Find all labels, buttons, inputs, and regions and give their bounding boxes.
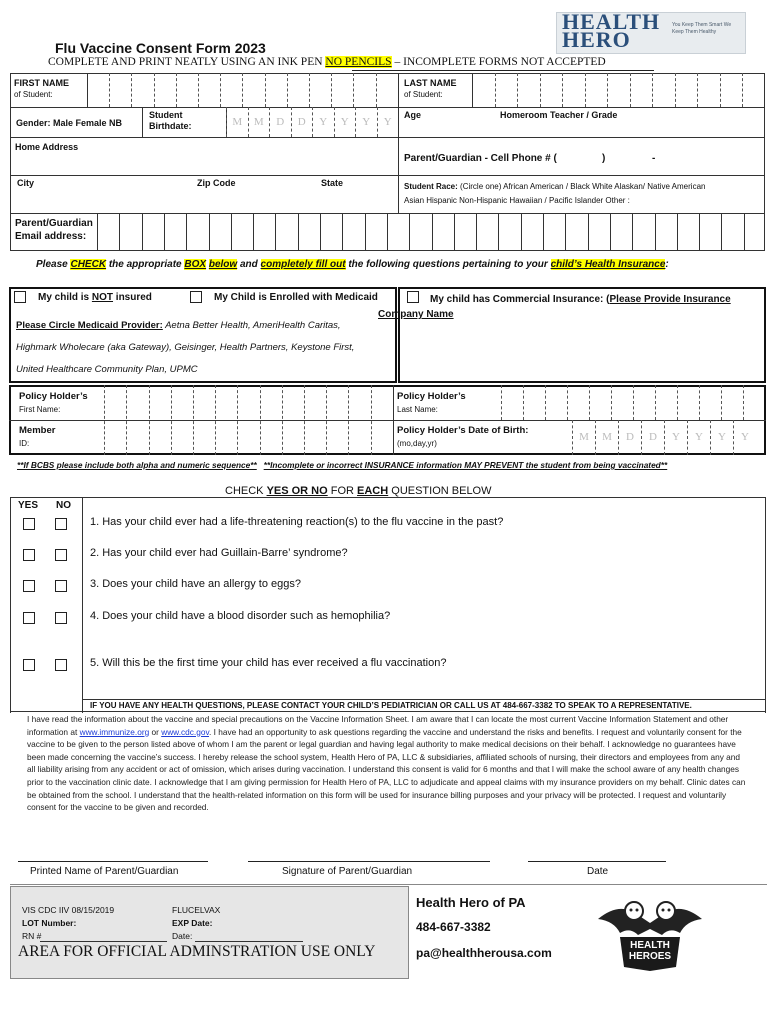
letter-cell-divider [142, 213, 143, 251]
date-digit-cell[interactable]: Y [687, 420, 710, 455]
contact-note: IF YOU HAVE ANY HEALTH QUESTIONS, PLEASE CONTACT YOUR CHILD’S PEDIATRICIAN OR CALL US AT 484-667-3382 TO SPEAK TO A REPRESENTATIVE. [90, 701, 692, 710]
letter-cell-divider [326, 385, 327, 455]
letter-cell-divider [154, 73, 155, 107]
letter-cell-divider [610, 213, 611, 251]
divider [87, 73, 88, 107]
date-digit-cell[interactable]: D [641, 420, 664, 455]
footer-date-label: Date: [172, 931, 193, 941]
consent-top-rule [10, 711, 765, 712]
subtitle-pre: COMPLETE AND PRINT NEATLY USING AN INK PEN [48, 56, 326, 68]
no-checkbox[interactable] [55, 580, 67, 592]
letter-cell-divider [501, 385, 502, 420]
printed-name-line[interactable] [18, 861, 208, 862]
questions-heading: CHECK YES OR NO FOR EACH QUESTION BELOW [225, 485, 492, 497]
org-email: pa@healthherousa.com [416, 946, 552, 960]
letter-cell-divider [495, 73, 496, 107]
letter-cell-divider [744, 213, 745, 251]
letter-cell-divider [699, 213, 700, 251]
letter-cell-divider [677, 213, 678, 251]
letter-cell-divider [186, 213, 187, 251]
official-use-box [10, 886, 409, 979]
logo-wordmark: HEALTH HERO [562, 9, 661, 52]
no-checkbox[interactable] [55, 549, 67, 561]
birthdate-label: Student Birthdate: [149, 110, 192, 131]
org-name: Health Hero of PA [416, 895, 526, 910]
letter-cell-divider [287, 73, 288, 107]
divider [142, 107, 143, 137]
subtitle-no-pencils: NO PENCILS [325, 56, 392, 68]
letter-cell-divider [260, 385, 261, 455]
letter-cell-divider [131, 73, 132, 107]
letter-cell-divider [387, 213, 388, 251]
footer-rule [10, 884, 767, 885]
homeroom-label: Homeroom Teacher / Grade [500, 110, 618, 120]
divider [393, 385, 394, 455]
contact-rule [82, 699, 765, 700]
footer-date-line[interactable] [195, 941, 303, 942]
date-digit-cell[interactable]: Y [312, 107, 334, 137]
letter-cell-divider [589, 385, 590, 420]
not-insured-checkbox[interactable] [14, 291, 26, 303]
questions-col-rule [82, 497, 83, 713]
letter-cell-divider [109, 73, 110, 107]
last-name-label: LAST NAME of Student: [404, 78, 457, 99]
letter-cell-divider [697, 73, 698, 107]
letter-cell-divider [331, 73, 332, 107]
letter-cell-divider [652, 73, 653, 107]
divider [97, 213, 98, 251]
date-line[interactable] [528, 861, 666, 862]
medicaid-checkbox[interactable] [190, 291, 202, 303]
health-heroes-logo [590, 893, 710, 973]
letter-cell-divider [198, 73, 199, 107]
question-text: 2. Has your child ever had Guillain-Barre’ syndrome? [90, 547, 348, 559]
letter-cell-divider [498, 213, 499, 251]
letter-cell-divider [353, 73, 354, 107]
letter-cell-divider [540, 73, 541, 107]
not-insured-label: My child is NOT insured [38, 292, 152, 303]
letter-cell-divider [237, 385, 238, 455]
policy-last-name-label: Policy Holder’s Last Name: [397, 391, 466, 414]
date-digit-cell[interactable]: Y [377, 107, 399, 137]
divider [398, 137, 399, 175]
yes-checkbox[interactable] [23, 612, 35, 624]
letter-cell-divider [588, 213, 589, 251]
letter-cell-divider [630, 73, 631, 107]
letter-cell-divider [521, 213, 522, 251]
zip-label: Zip Code [197, 178, 236, 188]
questions-top-rule [10, 497, 765, 498]
rn-label: RN # [22, 931, 42, 941]
letter-cell-divider [342, 213, 343, 251]
logo-tagline: You Keep Them Smart We Keep Them Healthy [672, 22, 732, 35]
letter-cell-divider [633, 385, 634, 420]
official-use-label: AREA FOR OFFICIAL ADMINSTRATION USE ONLY [18, 943, 376, 960]
no-column-label: NO [56, 500, 71, 511]
letter-cell-divider [164, 213, 165, 251]
letter-cell-divider [265, 73, 266, 107]
row-divider [10, 175, 765, 176]
medicaid-label: My Child is Enrolled with Medicaid [214, 292, 378, 303]
letter-cell-divider [720, 73, 721, 107]
divider [398, 73, 399, 107]
commercial-label: My child has Commercial Insurance: (Please Provide Insurance Company Name [378, 294, 731, 320]
subtitle-underline [352, 70, 654, 71]
date-digit-cell[interactable]: Y [664, 420, 687, 455]
letter-cell-divider [677, 385, 678, 420]
cdc-link[interactable]: www.cdc.gov [161, 726, 210, 737]
letter-cell-divider [607, 73, 608, 107]
letter-cell-divider [275, 213, 276, 251]
consent-paragraph: I have read the information about the vaccine and special precautions on the Vaccine Information Sheet. I am aware that I can locate the most current Vaccine Information Statement and other information at www.immunize.org or www.cdc.gov. I have had an opportunity to ask questions regarding the vaccine and understand the risks and benefits. I request and voluntarily consent for the vaccine to be given to the person listed above of whom I am the parent or legal guardian and having legal authority to make medical decisions on their behalf. I acknowledge no guarantees have been made concerning the vaccine’s success. I hereby release the school system, Health Hero of PA, LLC & subsidiaries, affiliated schools of nursing, their directors and employees from any and all liability arising from any accident or act of omission, which arises during vaccination. I understand this consent is valid for 6 months and that I will make the school aware of any health changes prior to the vaccination clinic date. I acknowledge that I am giving permission for Health Hero of PA, LLC to adjudicate and appeal claims with my insurance providers on my behalf. Clinic dates can be obtained from the school. I understand that the health-related information on this form will be used for insurance billing purposes and your privacy will be protected. I request and voluntarily consent for the vaccine to be given and recorded. [27, 714, 746, 813]
letter-cell-divider [231, 213, 232, 251]
letter-cell-divider [655, 213, 656, 251]
date-digit-cell[interactable]: Y [733, 420, 756, 455]
letter-cell-divider [567, 385, 568, 420]
exp-date-label: EXP Date: [172, 918, 213, 928]
letter-cell-divider [721, 385, 722, 420]
divider [398, 175, 399, 213]
date-label: Date [587, 866, 609, 877]
question-text: 3. Does your child have an allergy to eggs? [90, 578, 301, 590]
letter-cell-divider [743, 385, 744, 420]
form-subtitle [48, 56, 606, 68]
date-digit-cell[interactable]: D [269, 107, 291, 137]
letter-cell-divider [209, 213, 210, 251]
flucelvax-label: FLUCELVAX [172, 905, 221, 915]
question-text: 5. Will this be the first time your child has ever received a flu vaccination? [90, 657, 447, 669]
letter-cell-divider [304, 385, 305, 455]
city-label: City [17, 178, 35, 188]
home-address-label: Home Address [15, 142, 79, 152]
letter-cell-divider [220, 73, 221, 107]
rn-line[interactable] [40, 941, 167, 942]
signature-line[interactable] [248, 861, 490, 862]
yes-checkbox[interactable] [23, 518, 35, 530]
letter-cell-divider [476, 213, 477, 251]
printed-name-label: Printed Name of Parent/Guardian [30, 866, 179, 877]
letter-cell-divider [348, 385, 349, 455]
questions-right-rule [765, 497, 766, 713]
state-label: State [321, 178, 344, 188]
yes-checkbox[interactable] [23, 580, 35, 592]
letter-cell-divider [655, 385, 656, 420]
policy-first-name-label: Policy Holder’s First Name: [19, 391, 88, 414]
letter-cell-divider [699, 385, 700, 420]
letter-cell-divider [171, 385, 172, 455]
no-checkbox[interactable] [55, 518, 67, 530]
phone-paren: ) [602, 153, 606, 164]
gender-label[interactable]: Gender: Male Female NB [16, 118, 123, 128]
date-digit-cell[interactable]: M [248, 107, 270, 137]
medicaid-providers[interactable]: Please Circle Medicaid Provider: Aetna Better Health, AmeriHealth Caritas, Highmark Wholecare (aka Gateway), Geisinger, Health Partners, Keystone First, United Healthcare Community Plan, UPMC [16, 320, 355, 375]
signature-label: Signature of Parent/Guardian [282, 866, 413, 877]
policy-dob-label: Policy Holder’s Date of Birth: (mo,day,yr) [397, 425, 529, 448]
letter-cell-divider [371, 385, 372, 455]
question-text: 1. Has your child ever had a life-threatening reaction(s) to the flu vaccine in the past? [90, 516, 504, 528]
letter-cell-divider [126, 385, 127, 455]
letter-cell-divider [721, 213, 722, 251]
date-digit-cell[interactable]: M [226, 107, 248, 137]
letter-cell-divider [253, 213, 254, 251]
letter-cell-divider [742, 73, 743, 107]
immunize-link[interactable]: www.immunize.org [79, 726, 150, 737]
date-digit-cell[interactable]: Y [355, 107, 377, 137]
letter-cell-divider [215, 385, 216, 455]
letter-cell-divider [543, 213, 544, 251]
letter-cell-divider [242, 73, 243, 107]
letter-cell-divider [282, 385, 283, 455]
divider [472, 73, 473, 107]
letter-cell-divider [611, 385, 612, 420]
letter-cell-divider [585, 73, 586, 107]
letter-cell-divider [320, 213, 321, 251]
insurance-instruction: Please CHECK the appropriate BOX below and completely fill out the following questions pertaining to your child’s Health Insurance: [36, 259, 669, 270]
age-label: Age [404, 110, 422, 120]
question-text: 4. Does your child have a blood disorder such as hemophilia? [90, 610, 391, 622]
insurance-notes: **If BCBS please include both alpha and numeric sequence** **Incomplete or incorrect INSURANCE information MAY PREVENT the student from being vaccinated** [17, 460, 668, 470]
letter-cell-divider [298, 213, 299, 251]
letter-cell-divider [523, 385, 524, 420]
letter-cell-divider [149, 385, 150, 455]
letter-cell-divider [119, 213, 120, 251]
yes-checkbox[interactable] [23, 659, 35, 671]
letter-cell-divider [176, 73, 177, 107]
letter-cell-divider [309, 73, 310, 107]
letter-cell-divider [454, 213, 455, 251]
date-digit-cell[interactable]: M [595, 420, 618, 455]
letter-cell-divider [376, 73, 377, 107]
letter-cell-divider [545, 385, 546, 420]
no-checkbox[interactable] [55, 612, 67, 624]
date-digit-cell[interactable]: M [572, 420, 595, 455]
org-phone: 484-667-3382 [416, 920, 491, 934]
questions-left-rule [10, 497, 11, 713]
date-digit-cell[interactable]: Y [710, 420, 733, 455]
letter-cell-divider [562, 73, 563, 107]
date-digit-cell[interactable]: D [291, 107, 313, 137]
student-race-options[interactable]: Student Race: (Circle one) African American / Black White Alaskan/ Native American Asian Hispanic Non-Hispanic Hawaiian / Pacific Islander Other : [404, 182, 706, 205]
letter-cell-divider [104, 385, 105, 455]
parent-phone-label: Parent/Guardian - Cell Phone # ( [404, 153, 557, 164]
letter-cell-divider [409, 213, 410, 251]
letter-cell-divider [517, 73, 518, 107]
form-title: Flu Vaccine Consent Form 2023 [55, 40, 266, 56]
letter-cell-divider [675, 73, 676, 107]
subtitle-post: – INCOMPLETE FORMS NOT ACCEPTED [391, 56, 606, 68]
letter-cell-divider [365, 213, 366, 251]
letter-cell-divider [632, 213, 633, 251]
row-divider [10, 137, 765, 138]
yes-column-label: YES [18, 500, 39, 511]
first-name-label: FIRST NAME of Student: [14, 78, 69, 99]
email-label: Parent/Guardian Email address: [15, 218, 93, 242]
yes-checkbox[interactable] [23, 549, 35, 561]
vis-date: VIS CDC IIV 08/15/2019 [22, 905, 115, 915]
letter-cell-divider [193, 385, 194, 455]
member-id-label: Member ID: [19, 425, 56, 448]
letter-cell-divider [432, 213, 433, 251]
logo-caption: HEALTH HEROES [628, 940, 672, 962]
divider [398, 107, 399, 137]
date-digit-cell[interactable]: Y [334, 107, 356, 137]
no-checkbox[interactable] [55, 659, 67, 671]
date-digit-cell[interactable]: D [618, 420, 641, 455]
letter-cell-divider [565, 213, 566, 251]
phone-dash: - [652, 153, 656, 164]
lot-number-label: LOT Number: [22, 918, 77, 928]
